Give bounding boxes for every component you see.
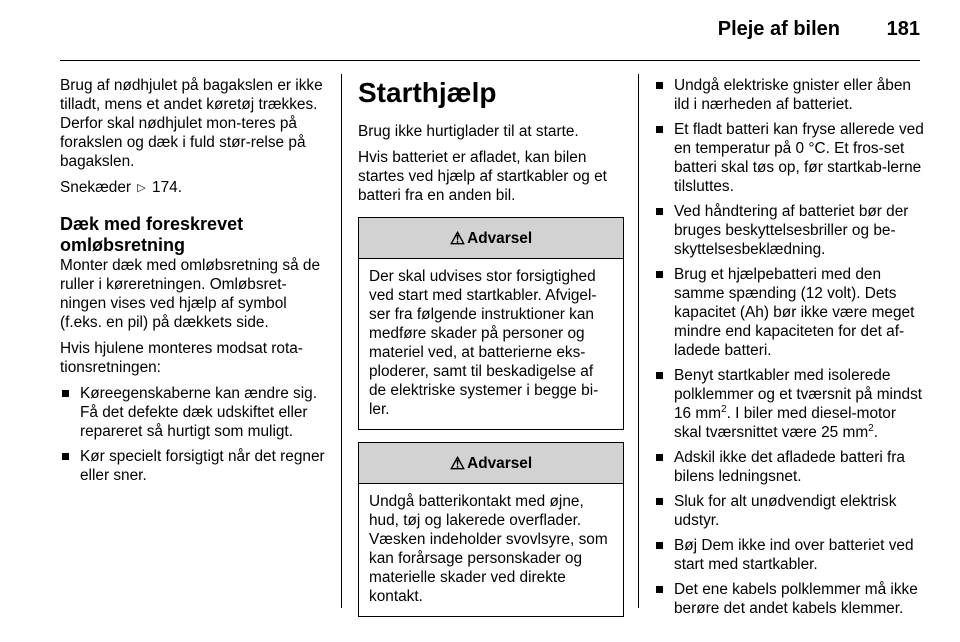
warning-label: Advarsel bbox=[467, 454, 533, 472]
bullet-square-icon bbox=[656, 82, 663, 89]
warning-label: Advarsel bbox=[467, 229, 533, 247]
section-heading: Starthjælp bbox=[358, 77, 497, 108]
warning-text: Undgå batterikontakt med øjne, hud, tøj og lakerede overflader. Væsken indeholder svovlsyre, som kan forårsage personskader og materielle skader ved direkte kontakt. bbox=[369, 493, 608, 605]
paragraph: Hvis batteriet er afladet, kan bilen startes ved hjælp af startkabler og et batteri fra en anden bil. bbox=[358, 149, 607, 204]
arrow-right-icon: ▷ bbox=[137, 182, 146, 194]
bullet-square-icon bbox=[656, 271, 663, 278]
warning-triangle-icon: ⚠ bbox=[449, 453, 466, 473]
bullet-square-icon bbox=[656, 372, 663, 379]
paragraph: Brug ikke hurtiglader til at starte. bbox=[358, 123, 579, 140]
list-item: Køreegenskaberne kan ændre sig. Få det defekte dæk udskiftet eller repareret så hurtigt som muligt. bbox=[60, 384, 328, 441]
bullet-list bbox=[60, 384, 328, 485]
bullet-list bbox=[654, 76, 924, 618]
bullet-square-icon bbox=[62, 390, 69, 397]
list-item: Bøj Dem ikke ind over batteriet ved start med startkabler. bbox=[654, 536, 924, 574]
page-link[interactable]: 174. bbox=[152, 179, 183, 196]
cross-reference: Snekæder ▷ 174. bbox=[60, 179, 183, 196]
list-item: Brug et hjælpebatteri med den samme spænding (12 volt). Dets kapacitet (Ah) bør ikke være meget mindre end kapaciteten for det af-ladede batteri. bbox=[654, 265, 924, 360]
warning-box bbox=[358, 442, 624, 617]
column-divider-1 bbox=[341, 74, 342, 608]
paragraph: Brug af nødhjulet på bagakslen er ikke tilladt, mens et andet køretøj trækkes. Derfor skal nødhjulet mon-teres på forakslen og dæk i fuld stør-relse på bagakslen. bbox=[60, 77, 323, 170]
list-item: Det ene kabels polklemmer må ikke berøre det andet kabels klemmer. bbox=[654, 580, 924, 618]
bullet-square-icon bbox=[656, 208, 663, 215]
paragraph: Hvis hjulene monteres modsat rota-tionsretningen: bbox=[60, 340, 303, 376]
list-item: Et fladt batteri kan fryse allerede ved en temperatur på 0 °C. Et fros-set batteri skal tøs op, før startkab-lerne tilsluttes. bbox=[654, 120, 924, 196]
bullet-square-icon bbox=[62, 453, 69, 460]
list-item: Adskil ikke det afladede batteri fra bilens ledningsnet. bbox=[654, 448, 924, 486]
warning-triangle-icon: ⚠ bbox=[449, 228, 466, 248]
warning-header bbox=[359, 443, 623, 484]
list-item: Undgå elektriske gnister eller åben ild i nærheden af batteriet. bbox=[654, 76, 924, 114]
list-item: Kør specielt forsigtigt når det regner eller sner. bbox=[60, 447, 328, 485]
paragraph: Monter dæk med omløbsretning så de ruller i køreretningen. Omløbsret-ningen vises ved hjælp af symbol (f.eks. en pil) på dækkets side. bbox=[60, 257, 321, 331]
column-right bbox=[654, 76, 924, 624]
warning-text: Der skal udvises stor forsigtighed ved start med startkabler. Afvigel-ser fra følgende instruktioner kan medføre skader på personer og materiel ved, at batterierne eks-ploderer, samt til beskadigelse af de elektriske systemer i begge bi-ler. bbox=[369, 268, 599, 418]
page-header bbox=[60, 0, 920, 61]
list-item: Benyt startkabler med isolerede polklemmer og et tværsnit på mindst 16 $mm^2$. I biler med diesel-motor skal tværsnittet være 25 $mm^2$. bbox=[654, 366, 924, 442]
bullet-square-icon bbox=[656, 498, 663, 505]
section-title: Pleje af bilen bbox=[717, 18, 840, 40]
bullet-square-icon bbox=[656, 542, 663, 549]
warning-box bbox=[358, 217, 624, 430]
bullet-square-icon bbox=[656, 586, 663, 593]
page-number: 181 bbox=[886, 18, 920, 40]
subheading: Dæk med foreskrevet omløbsretning bbox=[60, 214, 244, 255]
list-item: Sluk for alt unødvendigt elektrisk udstyr. bbox=[654, 492, 924, 530]
warning-header bbox=[359, 218, 623, 259]
column-left bbox=[60, 76, 328, 491]
bullet-square-icon bbox=[656, 126, 663, 133]
column-middle bbox=[358, 76, 624, 617]
column-divider-2 bbox=[638, 74, 639, 608]
bullet-square-icon bbox=[656, 454, 663, 461]
list-item: Ved håndtering af batteriet bør der bruges beskyttelsesbriller og be-skyttelsesbeklædning. bbox=[654, 202, 924, 259]
